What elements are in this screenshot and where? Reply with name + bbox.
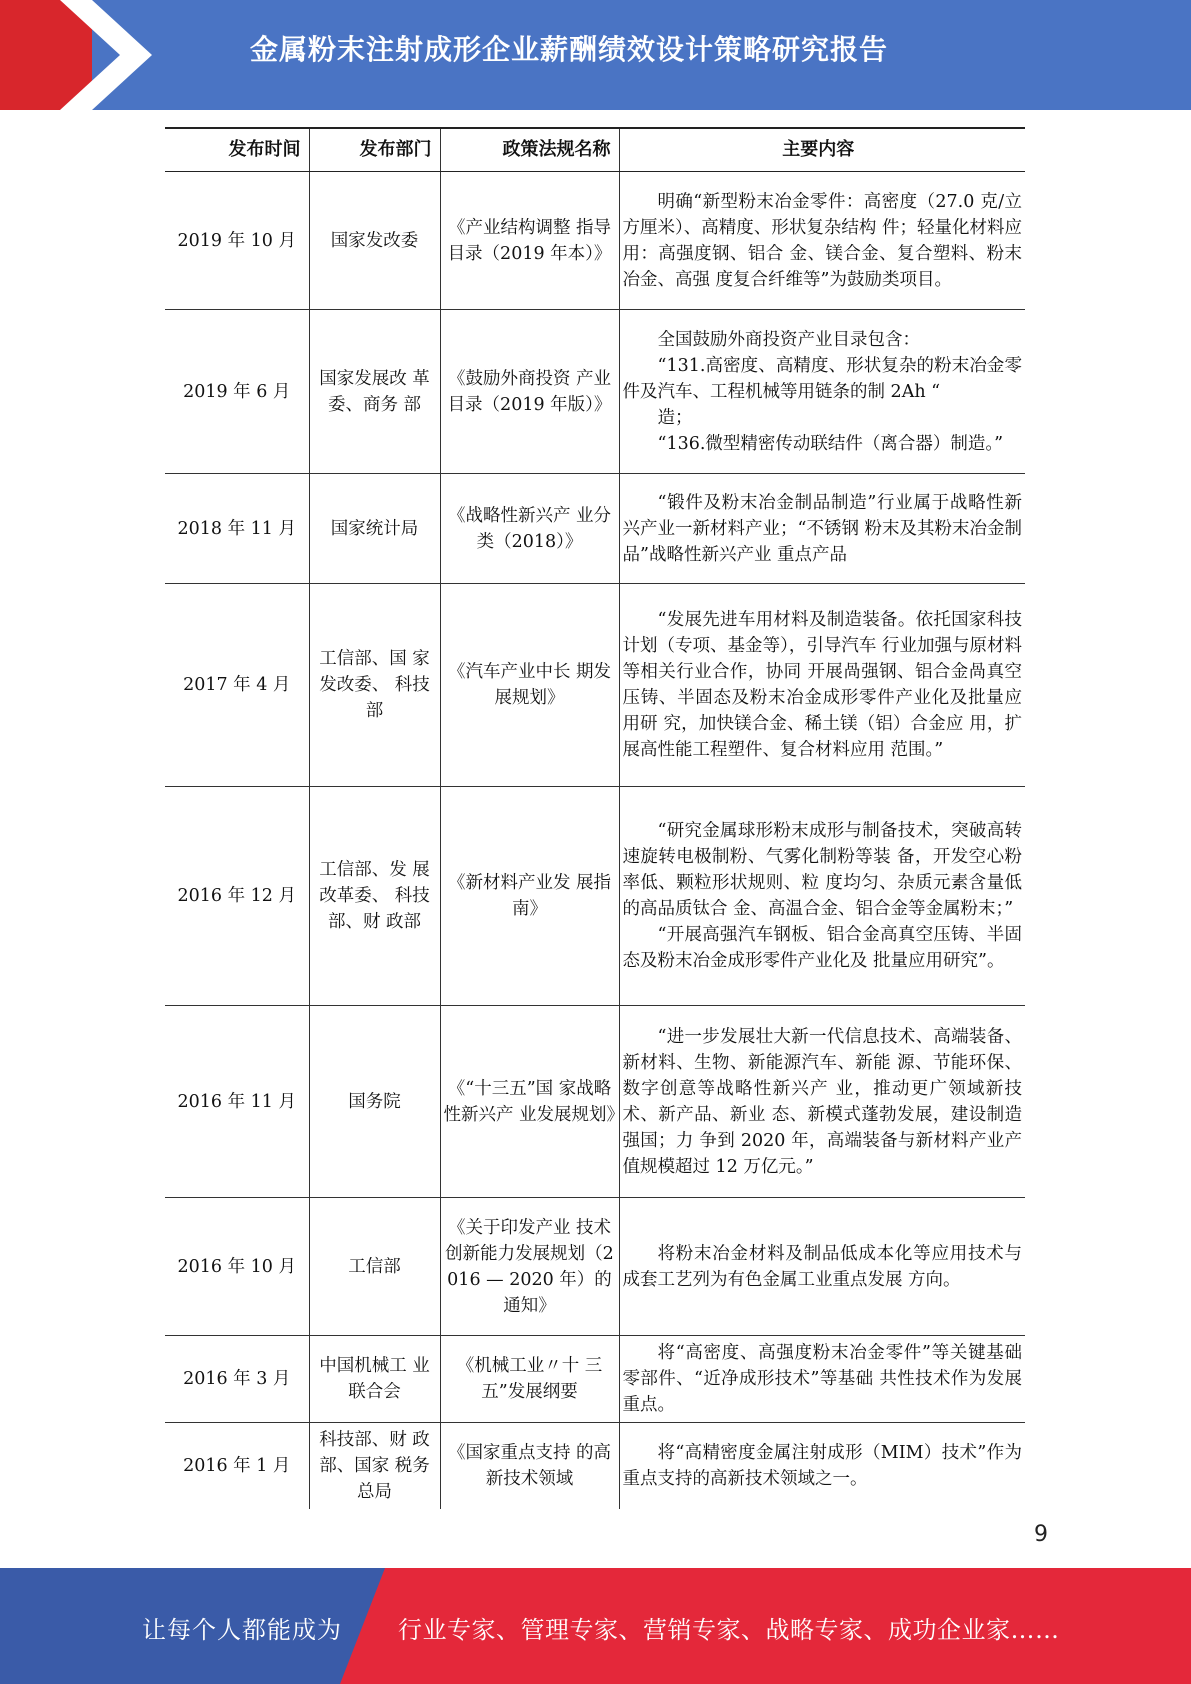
row-policy-name: 《新材料产业发 展指南》	[440, 787, 619, 1006]
row-content	[619, 1198, 1025, 1336]
content-paragraph: “锻件及粉末冶金制品制造”行业属于战略性新兴产业一新材料产业；“不锈钢 粉末及其粉末冶金制品”战略性新兴产业 重点产品	[622, 492, 1023, 565]
content-paragraph: “136.微型精密传动联结件（离合器）制造。”	[657, 433, 1004, 454]
content-paragraph: 将“高精密度金属注射成形（MIM）技术”作为重点支持的高新技术领域之一。	[622, 1443, 1022, 1489]
column-header-date: 发布时间	[165, 128, 309, 172]
row-date: 2019 年 10 月	[165, 172, 309, 310]
table-row	[165, 474, 1025, 584]
column-header-name: 政策法规名称	[440, 128, 619, 172]
row-content	[619, 1006, 1025, 1198]
content-paragraph: “研究金属球形粉末成形与制备技术，突破高转速旋转电极制粉、气雾化制粉等装 备，开发空心粉率低、颗粒形状规则、粒 度均匀、杂质元素含量低的高品质钛合 金、高温合金、铝合金等金属粉末；”	[622, 821, 1022, 919]
row-date: 2016 年 12 月	[165, 787, 309, 1006]
report-title: 金属粉末注射成形企业薪酬绩效设计策略研究报告	[250, 33, 889, 66]
page-footer	[0, 1568, 1191, 1684]
row-content	[619, 474, 1025, 584]
table-row	[165, 172, 1025, 310]
column-header-content: 主要内容	[619, 128, 1025, 172]
table-header-row	[165, 128, 1025, 172]
row-policy-name: 《机械工业〃十 三五”发展纲要	[440, 1336, 619, 1423]
row-content	[619, 1336, 1025, 1423]
table-row	[165, 1423, 1025, 1510]
row-dept: 科技部、财 政部、国家 税务总局	[309, 1423, 440, 1510]
row-policy-name: 《“十三五”国 家战略性新兴产 业发展规划》	[440, 1006, 619, 1198]
row-content	[619, 787, 1025, 1006]
row-policy-name: 《产业结构调整 指导目录（2019 年本）》	[440, 172, 619, 310]
row-date: 2017 年 4 月	[165, 584, 309, 787]
row-content	[619, 172, 1025, 310]
row-policy-name: 《国家重点支持 的高新技术领域	[440, 1423, 619, 1510]
row-date: 2016 年 10 月	[165, 1198, 309, 1336]
footer-slogan-left: 让每个人都能成为	[142, 1616, 342, 1644]
row-policy-name: 《汽车产业中长 期发展规划》	[440, 584, 619, 787]
row-dept: 工信部、发 展改革委、 科技部、财 政部	[309, 787, 440, 1006]
content-paragraph: 全国鼓励外商投资产业目录包含：	[657, 329, 920, 350]
table-row	[165, 310, 1025, 474]
row-content	[619, 1423, 1025, 1510]
row-dept: 国家统计局	[309, 474, 440, 584]
page-header	[0, 0, 1191, 110]
footer-slogan-right: 行业专家、管理专家、营销专家、战略专家、成功企业家……	[398, 1616, 1060, 1644]
policy-table	[165, 127, 1025, 1509]
row-date: 2016 年 11 月	[165, 1006, 309, 1198]
row-dept: 工信部	[309, 1198, 440, 1336]
table-row	[165, 1006, 1025, 1198]
table-row	[165, 1198, 1025, 1336]
content-paragraph: 造；	[657, 407, 693, 428]
table-row	[165, 1336, 1025, 1423]
row-dept: 工信部、国 家发改委、 科技部	[309, 584, 440, 787]
row-dept: 国家发改委	[309, 172, 440, 310]
row-date: 2018 年 11 月	[165, 474, 309, 584]
row-dept: 国家发展改 革委、商务 部	[309, 310, 440, 474]
row-dept: 中国机械工 业联合会	[309, 1336, 440, 1423]
page-number: 9	[1034, 1522, 1048, 1547]
row-policy-name: 《鼓励外商投资 产业目录（2019 年版）》	[440, 310, 619, 474]
row-policy-name: 《战略性新兴产 业分类（2018）》	[440, 474, 619, 584]
content-paragraph: 将粉末冶金材料及制品低成本化等应用技术与成套工艺列为有色金属工业重点发展 方向。	[622, 1243, 1022, 1290]
row-content	[619, 310, 1025, 474]
table-row	[165, 584, 1025, 787]
content-paragraph: “发展先进车用材料及制造装备。依托国家科技计划（专项、基金等），引导汽车 行业加强与原材料等相关行业合作，协同 开展咼强钢、铝合金咼真空压铸、半固态及粉末冶金成形零件产业化及批量应用研 究，加快镁合金、稀土镁（铝）合金应 用，扩展高性能工程塑件、复合材料应用 范围。”	[622, 610, 1022, 760]
row-date: 2016 年 1 月	[183, 1456, 291, 1476]
content-paragraph: “开展高强汽车钢板、铝合金高真空压铸、半固态及粉末冶金成形零件产业化及 批量应用研究”。	[622, 925, 1022, 971]
content-paragraph: 将“高密度、高强度粉末冶金零件”等关键基础零部件、“近净成形技术”等基础 共性技术作为发展重点。	[622, 1343, 1022, 1415]
row-dept: 国务院	[309, 1006, 440, 1198]
row-content	[619, 584, 1025, 787]
row-policy-name: 《关于印发产业 技术创新能力发展规划（2016 — 2020 年）的通知》	[440, 1198, 619, 1336]
content-paragraph: 明确“新型粉末冶金零件：高密度（27.0 克/立方厘米）、高精度、形状复杂结构 件；轻量化材料应用：高强度钢、铝合 金、镁合金、复合塑料、粉末冶金、高强 度复合纤维等”为鼓励类项目。	[622, 191, 1022, 290]
row-date: 2016 年 3 月	[165, 1336, 309, 1423]
row-date: 2019 年 6 月	[165, 310, 309, 474]
content-paragraph: “进一步发展壮大新一代信息技术、高端装备、新材料、生物、新能源汽车、新能 源、节能环保、数字创意等战略性新兴产 业，推动更广领域新技术、新产品、新业 态、新模式蓬勃发展，建设制造强国；力 争到 2020 年，高端装备与新材料产业产 值规模超过 12 万亿元。”	[622, 1026, 1022, 1177]
column-header-dept: 发布部门	[309, 128, 440, 172]
content-paragraph: “131.高密度、高精度、形状复杂的粉末冶金零件及汽车、工程机械等用链条的制 2Ah “	[622, 355, 1022, 402]
table-row	[165, 787, 1025, 1006]
